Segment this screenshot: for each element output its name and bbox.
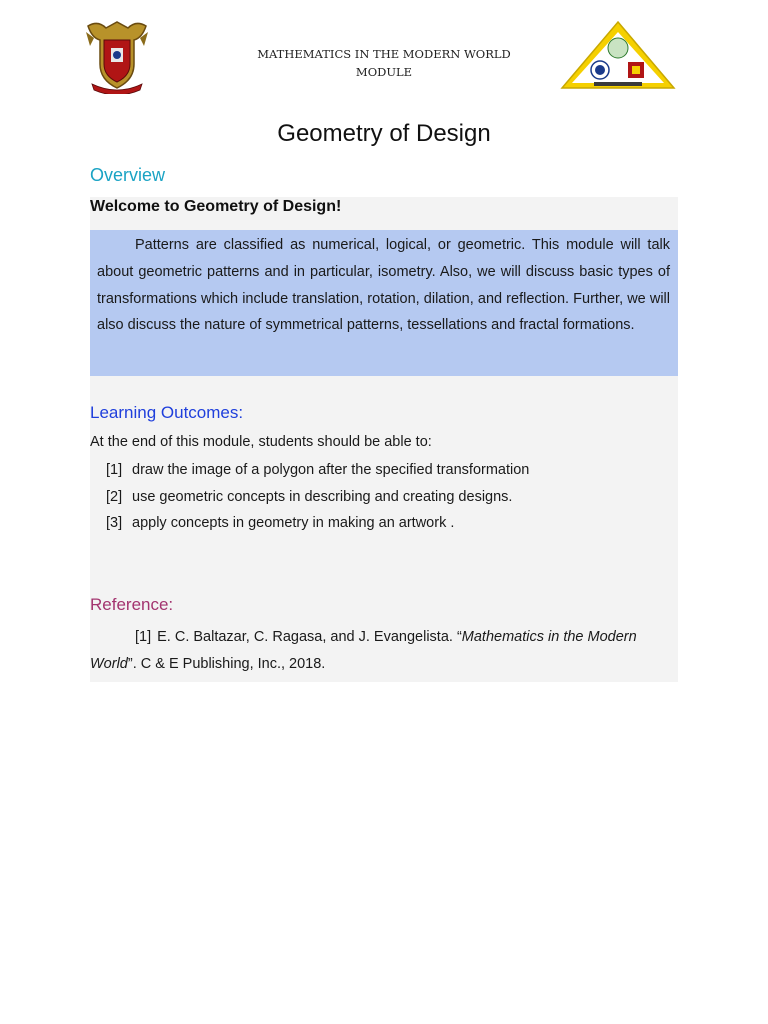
page-header xyxy=(0,0,768,110)
university-seal-logo xyxy=(84,18,150,94)
page-title: Geometry of Design xyxy=(277,120,491,147)
learning-outcomes-intro: At the end of this module, students should be able to: xyxy=(90,434,432,450)
list-item-text: use geometric concepts in describing and creating designs. xyxy=(132,488,513,505)
list-item-number: [1] xyxy=(106,462,123,478)
welcome-heading: Welcome to Geometry of Design! xyxy=(90,198,342,215)
list-item-number: [2] xyxy=(106,488,123,505)
reference-entry xyxy=(90,624,668,678)
reference-number: [1] xyxy=(135,629,152,645)
learning-outcomes-heading: Learning Outcomes: xyxy=(90,403,244,422)
module-header-text xyxy=(234,45,534,81)
header-course-title: MATHEMATICS IN THE MODERN WORLD xyxy=(257,47,511,61)
intro-paragraph: Patterns are classified as numerical, logical, or geometric. This module will talk about geometric patterns and in particular, isometry. Also, we will discuss basic types of transformations which include translation, rotation, dilation, and reflection. Further, we will also discuss the nature of symmetrical patterns, tessellations and fractal formations. xyxy=(97,237,670,334)
overview-heading: Overview xyxy=(90,165,166,185)
college-triangle-logo xyxy=(560,20,676,90)
header-module-label: MODULE xyxy=(355,65,413,79)
list-item xyxy=(106,513,529,540)
list-item-text: draw the image of a polygon after the specified transformation xyxy=(132,462,530,478)
reference-publisher: ”. C & E Publishing, Inc., 2018. xyxy=(127,656,326,672)
reference-heading: Reference: xyxy=(90,595,174,614)
learning-outcomes-list xyxy=(106,460,529,540)
list-item-text: apply concepts in geometry in making an artwork . xyxy=(132,515,455,531)
reference-authors: E. C. Baltazar, C. Ragasa, and J. Evangelista. “ xyxy=(157,629,462,645)
list-item-number: [3] xyxy=(106,515,123,531)
reference-book-title: Mathematics in the Modern World xyxy=(90,629,637,672)
list-item xyxy=(106,460,529,487)
list-item xyxy=(106,487,529,514)
